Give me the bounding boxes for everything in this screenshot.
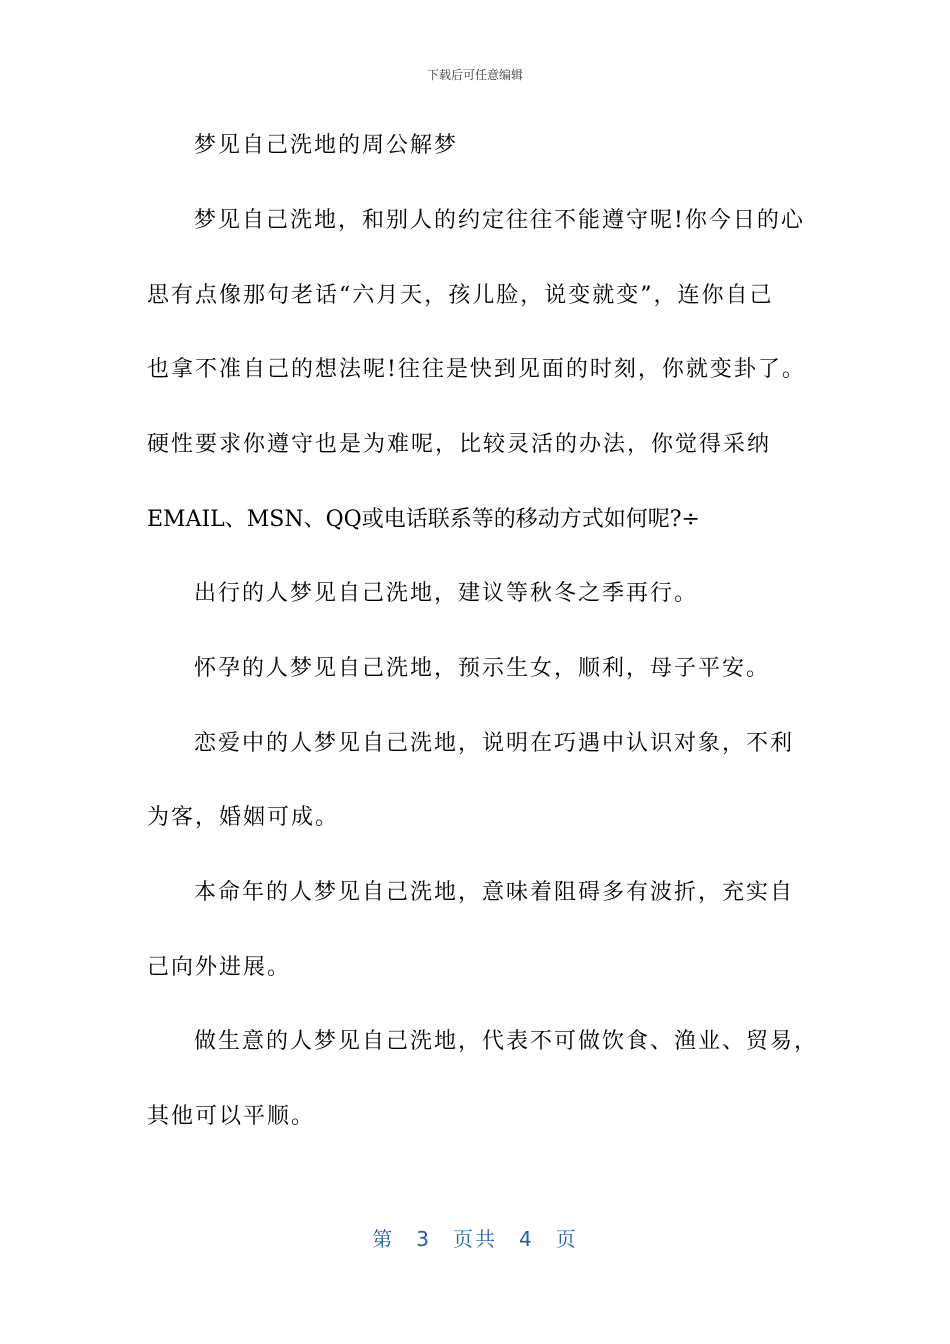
paragraph-line: 梦见自己洗地，和别人的约定往往不能遵守呢!你今日的心 — [194, 208, 805, 233]
paragraph-line: 为客，婚姻可成。 — [147, 805, 340, 830]
paragraph-line: 也拿不准自己的想法呢!往往是快到见面的时刻，你就变卦了。 — [147, 357, 806, 382]
footer-total-pages: 4 — [519, 1227, 534, 1251]
paragraph-line: 做生意的人梦见自己洗地，代表不可做饮食、渔业、贸易， — [194, 1029, 819, 1054]
paragraph-line: 硬性要求你遵守也是为难呢，比较灵活的办法，你觉得采纳 — [147, 432, 772, 457]
document-title: 梦见自己洗地的周公解梦 — [194, 133, 459, 158]
footer-suffix: 页 — [555, 1227, 578, 1251]
paragraph-line: 怀孕的人梦见自己洗地，预示生女，顺利，母子平安。 — [194, 656, 771, 681]
page-header: 下载后可任意编辑 — [426, 68, 523, 82]
paragraph-line: 恋爱中的人梦见自己洗地，说明在巧遇中认识对象，不利 — [194, 731, 795, 756]
paragraph-line: 其他可以平顺。 — [147, 1104, 316, 1129]
page-footer — [0, 1226, 950, 1252]
paragraph-line: 出行的人梦见自己洗地，建议等秋冬之季再行。 — [194, 581, 699, 606]
paragraph-line: 己向外进展。 — [147, 955, 292, 980]
paragraph-line: EMAIL、MSN、QQ或电话联系等的移动方式如何呢?÷ — [147, 507, 700, 532]
footer-current-page: 3 — [416, 1227, 431, 1251]
footer-prefix: 第 — [372, 1227, 395, 1251]
paragraph-line: 本命年的人梦见自己洗地，意味着阻碍多有波折，充实自 — [194, 880, 795, 905]
footer-middle: 页共 — [453, 1227, 497, 1251]
paragraph-line: 思有点像那句老话“六月天，孩儿脸，说变就变”，连你自己 — [147, 283, 774, 308]
